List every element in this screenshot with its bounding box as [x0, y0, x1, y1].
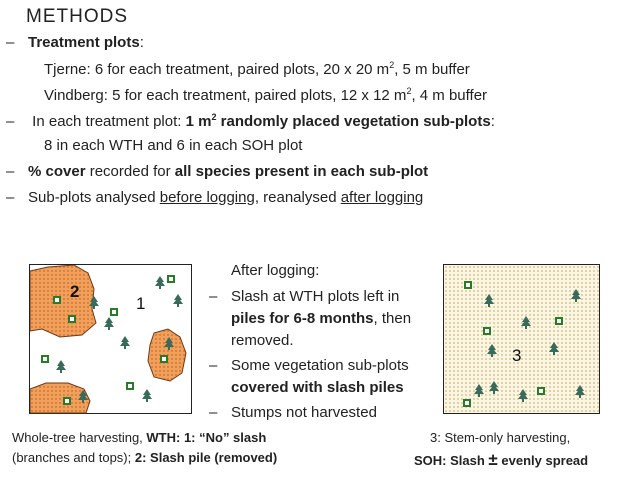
after-logging-item-2b: covered with slash piles [231, 379, 404, 396]
tree-icon [56, 360, 66, 373]
bullet-subplots: – In each treatment plot: 1 $m^2$ randomly placed vegetation sub-plots: [6, 112, 495, 130]
tree-icon [489, 381, 499, 394]
after-logging-item-1a: – Slash at WTH plots left in [209, 288, 400, 305]
tree-icon [89, 296, 99, 309]
tree-icon [487, 344, 497, 357]
tree-icon [474, 384, 484, 397]
tree-icon [104, 317, 114, 330]
vindberg-line: Vindberg: 5 for each treatment, paired plots, 12 x 12 $m^2$, 4 m buffer [44, 86, 488, 104]
subplot-square-icon [483, 327, 491, 335]
subplot-square-icon [41, 355, 49, 363]
after-logging-item-3: – Stumps not harvested [209, 404, 377, 421]
after-logging-heading: After logging: [231, 262, 320, 279]
after-logging-item-1b: piles for 6-8 months, then [231, 310, 412, 327]
tree-icon [142, 389, 152, 402]
tree-icon [575, 385, 585, 398]
treatment-plots-label: Treatment plots [28, 34, 140, 51]
soh-plot-label: 3 [512, 346, 522, 365]
subplot-square-icon [160, 355, 168, 363]
subplot-square-icon [464, 281, 472, 289]
plus-minus-symbol: ± [488, 450, 498, 469]
after-logging-item-2a: – Some vegetation sub-plots [209, 357, 409, 374]
subplot-square-icon [126, 382, 134, 390]
tree-icon [155, 276, 165, 289]
bullet-treatment-plots: – Treatment plots: [6, 34, 144, 51]
page-title: METHODS [26, 6, 128, 27]
slash-pile-top-left [30, 265, 96, 337]
after-logging-item-1c: removed. [231, 332, 294, 349]
tree-icon [518, 389, 528, 402]
subplot-square-icon [537, 387, 545, 395]
subplot-square-icon [463, 399, 471, 407]
bullet-analysed: – Sub-plots analysed before logging, reanalysed after logging [6, 189, 424, 206]
tjerne-line: Tjerne: 6 for each treatment, paired plots, 20 x 20 $m^2$, 5 m buffer [44, 60, 470, 78]
subplot-square-icon [110, 308, 118, 316]
tree-icon [549, 342, 559, 355]
subplot-counts-line: 8 in each WTH and 6 in each SOH plot [44, 137, 303, 154]
tree-icon [484, 294, 494, 307]
soh-caption-line1: 3: Stem-only harvesting, [430, 430, 571, 445]
subplot-square-icon [167, 275, 175, 283]
subplot-square-icon [68, 315, 76, 323]
slash-pile-label: 2 [70, 282, 80, 301]
tree-icon [521, 316, 531, 329]
subplot-square-icon [555, 317, 563, 325]
tree-icon [164, 337, 174, 350]
wth-caption-line2: (branches and tops); 2: Slash pile (removed) [12, 450, 278, 465]
tree-icon [78, 390, 88, 403]
soh-caption-line2: SOH: Slash ± evenly spread [414, 450, 589, 469]
tree-icon [571, 289, 581, 302]
subplot-square-icon [53, 296, 61, 304]
tree-icon [173, 294, 183, 307]
subplot-square-icon [63, 397, 71, 405]
plot-label-1: 1 [136, 294, 146, 313]
wth-caption-line1: Whole-tree harvesting, WTH: 1: “No” slash [12, 430, 267, 445]
bullet-cover: – % cover recorded for all species present in each sub-plot [6, 163, 429, 180]
tree-icon [120, 336, 130, 349]
